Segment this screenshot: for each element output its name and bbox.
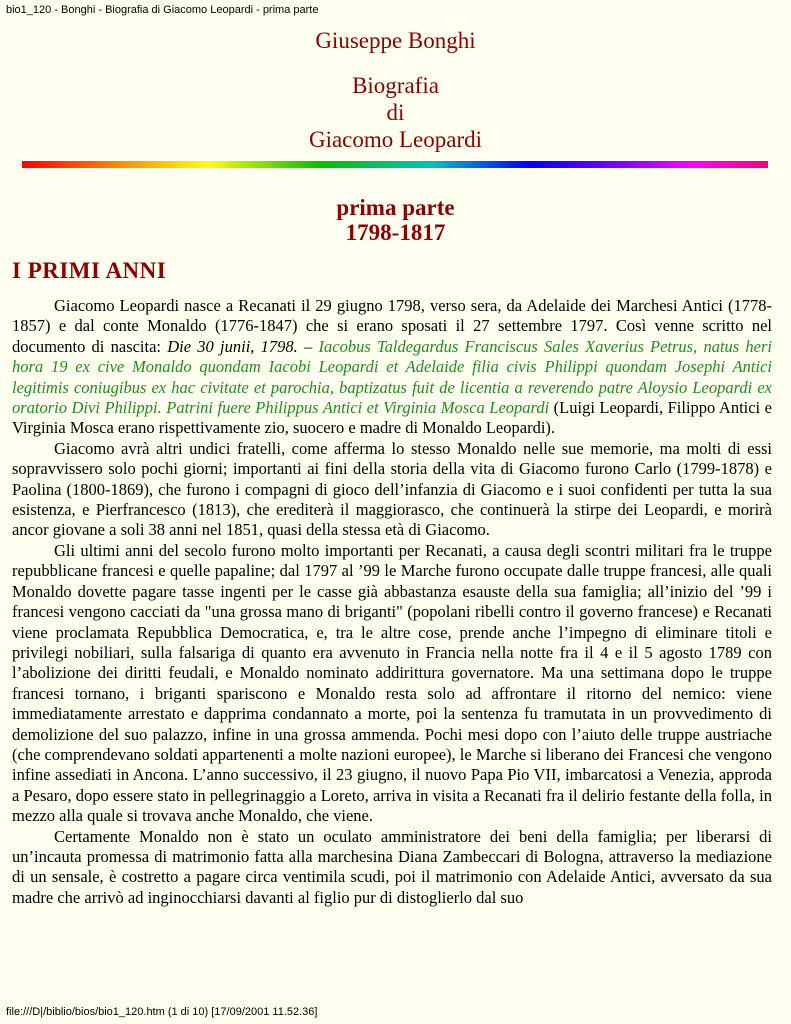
print-header: bio1_120 - Bonghi - Biografia di Giacomo Leopardi - prima parte xyxy=(6,4,319,16)
body-text xyxy=(12,296,772,908)
title-line-2: di xyxy=(386,100,405,125)
paragraph: Gli ultimi anni del secolo furono molto importanti per Recanati, a causa degli scontri militari fra le truppe repubblicane francesi e quelle papaline; dal 1797 al ’99 le Marche furono occupate dalle truppe francesi, alle quali Monaldo dovette pagare tasse ingenti per le casse già abbastanza esauste della sua famiglia; all’inizio del ’99 i francesi vengono cacciati da "una grossa mano di briganti" (popolani ribelli contro il governo francese) e Recanati viene proclamata Repubblica Democratica, e, tra le altre cose, prende anche l’impegno di eliminare titoli e privilegi nobiliari, sulla falsariga di quanto era avvenuto in Francia nella notte fra il 4 e il 5 agosto 1789 con l’abolizione dei diritti feudali, e Monaldo nominato addirittura governatore. Ma una settimana dopo le truppe francesi tornano, i briganti spariscono e Monaldo resta solo ad affrontare il ritorno del nemico: viene immediatamente arrestato e dapprima condannato a morte, poi la sentenza fu tramutata in un provvedimento di demolizione del suo palazzo, infine in una grossa ammenda. Pochi mesi dopo con l’aiuto delle truppe austriache (che comprendevano soldati appartenenti a molte nazioni europee), le Marche si liberano dei Francesi che vengono infine assediati in Ancona. L’anno successivo, il 23 giugno, il nuovo Papa Pio VII, imbarcatosi a Venezia, approda a Pesaro, dopo essere stato in pellegrinaggio a Loreto, arriva in visita a Recanati fra il delirio festante della folla, in mezzo alla quale si trovava anche Monaldo, che viene. xyxy=(12,540,772,826)
rainbow-divider xyxy=(22,161,768,168)
paragraph: Certamente Monaldo non è stato un oculato amministratore dei beni della famiglia; per liberarsi di un’incauta promessa di matrimonio fatta alla marchesina Diana Zambeccari di Bologna, attraverso la mediazione di un sensale, è costretto a pagare circa ventimila scudi, poi il matrimonio con Adelaide Antici, avversato da sua madre che arrivò ad inginocchiarsi davanti al figlio pur di distoglierlo dal suo xyxy=(12,826,772,907)
part-years: 1798-1817 xyxy=(345,220,446,245)
paragraph xyxy=(12,296,772,439)
author-name: Giuseppe Bonghi xyxy=(315,28,476,53)
paragraph-text: (Luigi Leopardi, Filippo Antici e Virginia Mosca erano rispettivamente zio, suocero e madre di Monaldo Leopardi). xyxy=(12,398,772,438)
paragraph: Giacomo avrà altri undici fratelli, come afferma lo stesso Monaldo nelle sue memorie, ma molti di essi sopravvissero solo pochi giorni; importanti ai fini della storia della vita di Giacomo furono Carlo (1799-1878) e Paolina (1800-1869), che furono i compagni di gioco dell’infanzia di Giacomo e i suoi confidenti per tutta la sua esistenza, e Pierfrancesco (1813), che erediterà il maggiorasco, che continuerà la stirpe dei Leopardi, e morirà ancor giovane a soli 38 anni nel 1851, quasi della stessa età di Giacomo. xyxy=(12,438,772,540)
part-name: prima parte xyxy=(336,195,455,220)
section-heading: I PRIMI ANNI xyxy=(12,258,167,283)
paragraph-text: Giacomo Leopardi nasce a Recanati il 29 giugno 1798, verso sera, da Adelaide dei Marchesi Antici (1778-1857) e dal conte Monaldo (1776-1847) che si erano sposati il 27 settembre 1797. Così venne scritto nel documento di nascita: xyxy=(12,296,772,356)
part-heading xyxy=(0,195,791,245)
title-line-3: Giacomo Leopardi xyxy=(308,127,483,152)
print-footer: file:///D|/biblio/bios/bio1_120.htm (1 di 10) [17/09/2001 11.52.36] xyxy=(6,1006,318,1018)
document-title xyxy=(0,72,791,153)
birth-record-date: Die 30 junii, 1798. – xyxy=(167,336,319,356)
latin-baptism-record: Iacobus Taldegardus Franciscus Sales Xaverius Petrus, natus heri hora 19 ex cive Monaldo quondam Iacobi Leopardi et Adelaide filia civis Philippi quondam Josephi Antici legitimis coniugibus ex hac civitate et parochia, baptizatus fuit de licentia a reverendo patre Aloysio Leopardi ex oratorio Divi Philippi. Patrini fuere Philippus Antici et Virginia Mosca Leopardi xyxy=(12,336,773,418)
title-line-1: Biografia xyxy=(352,73,439,98)
